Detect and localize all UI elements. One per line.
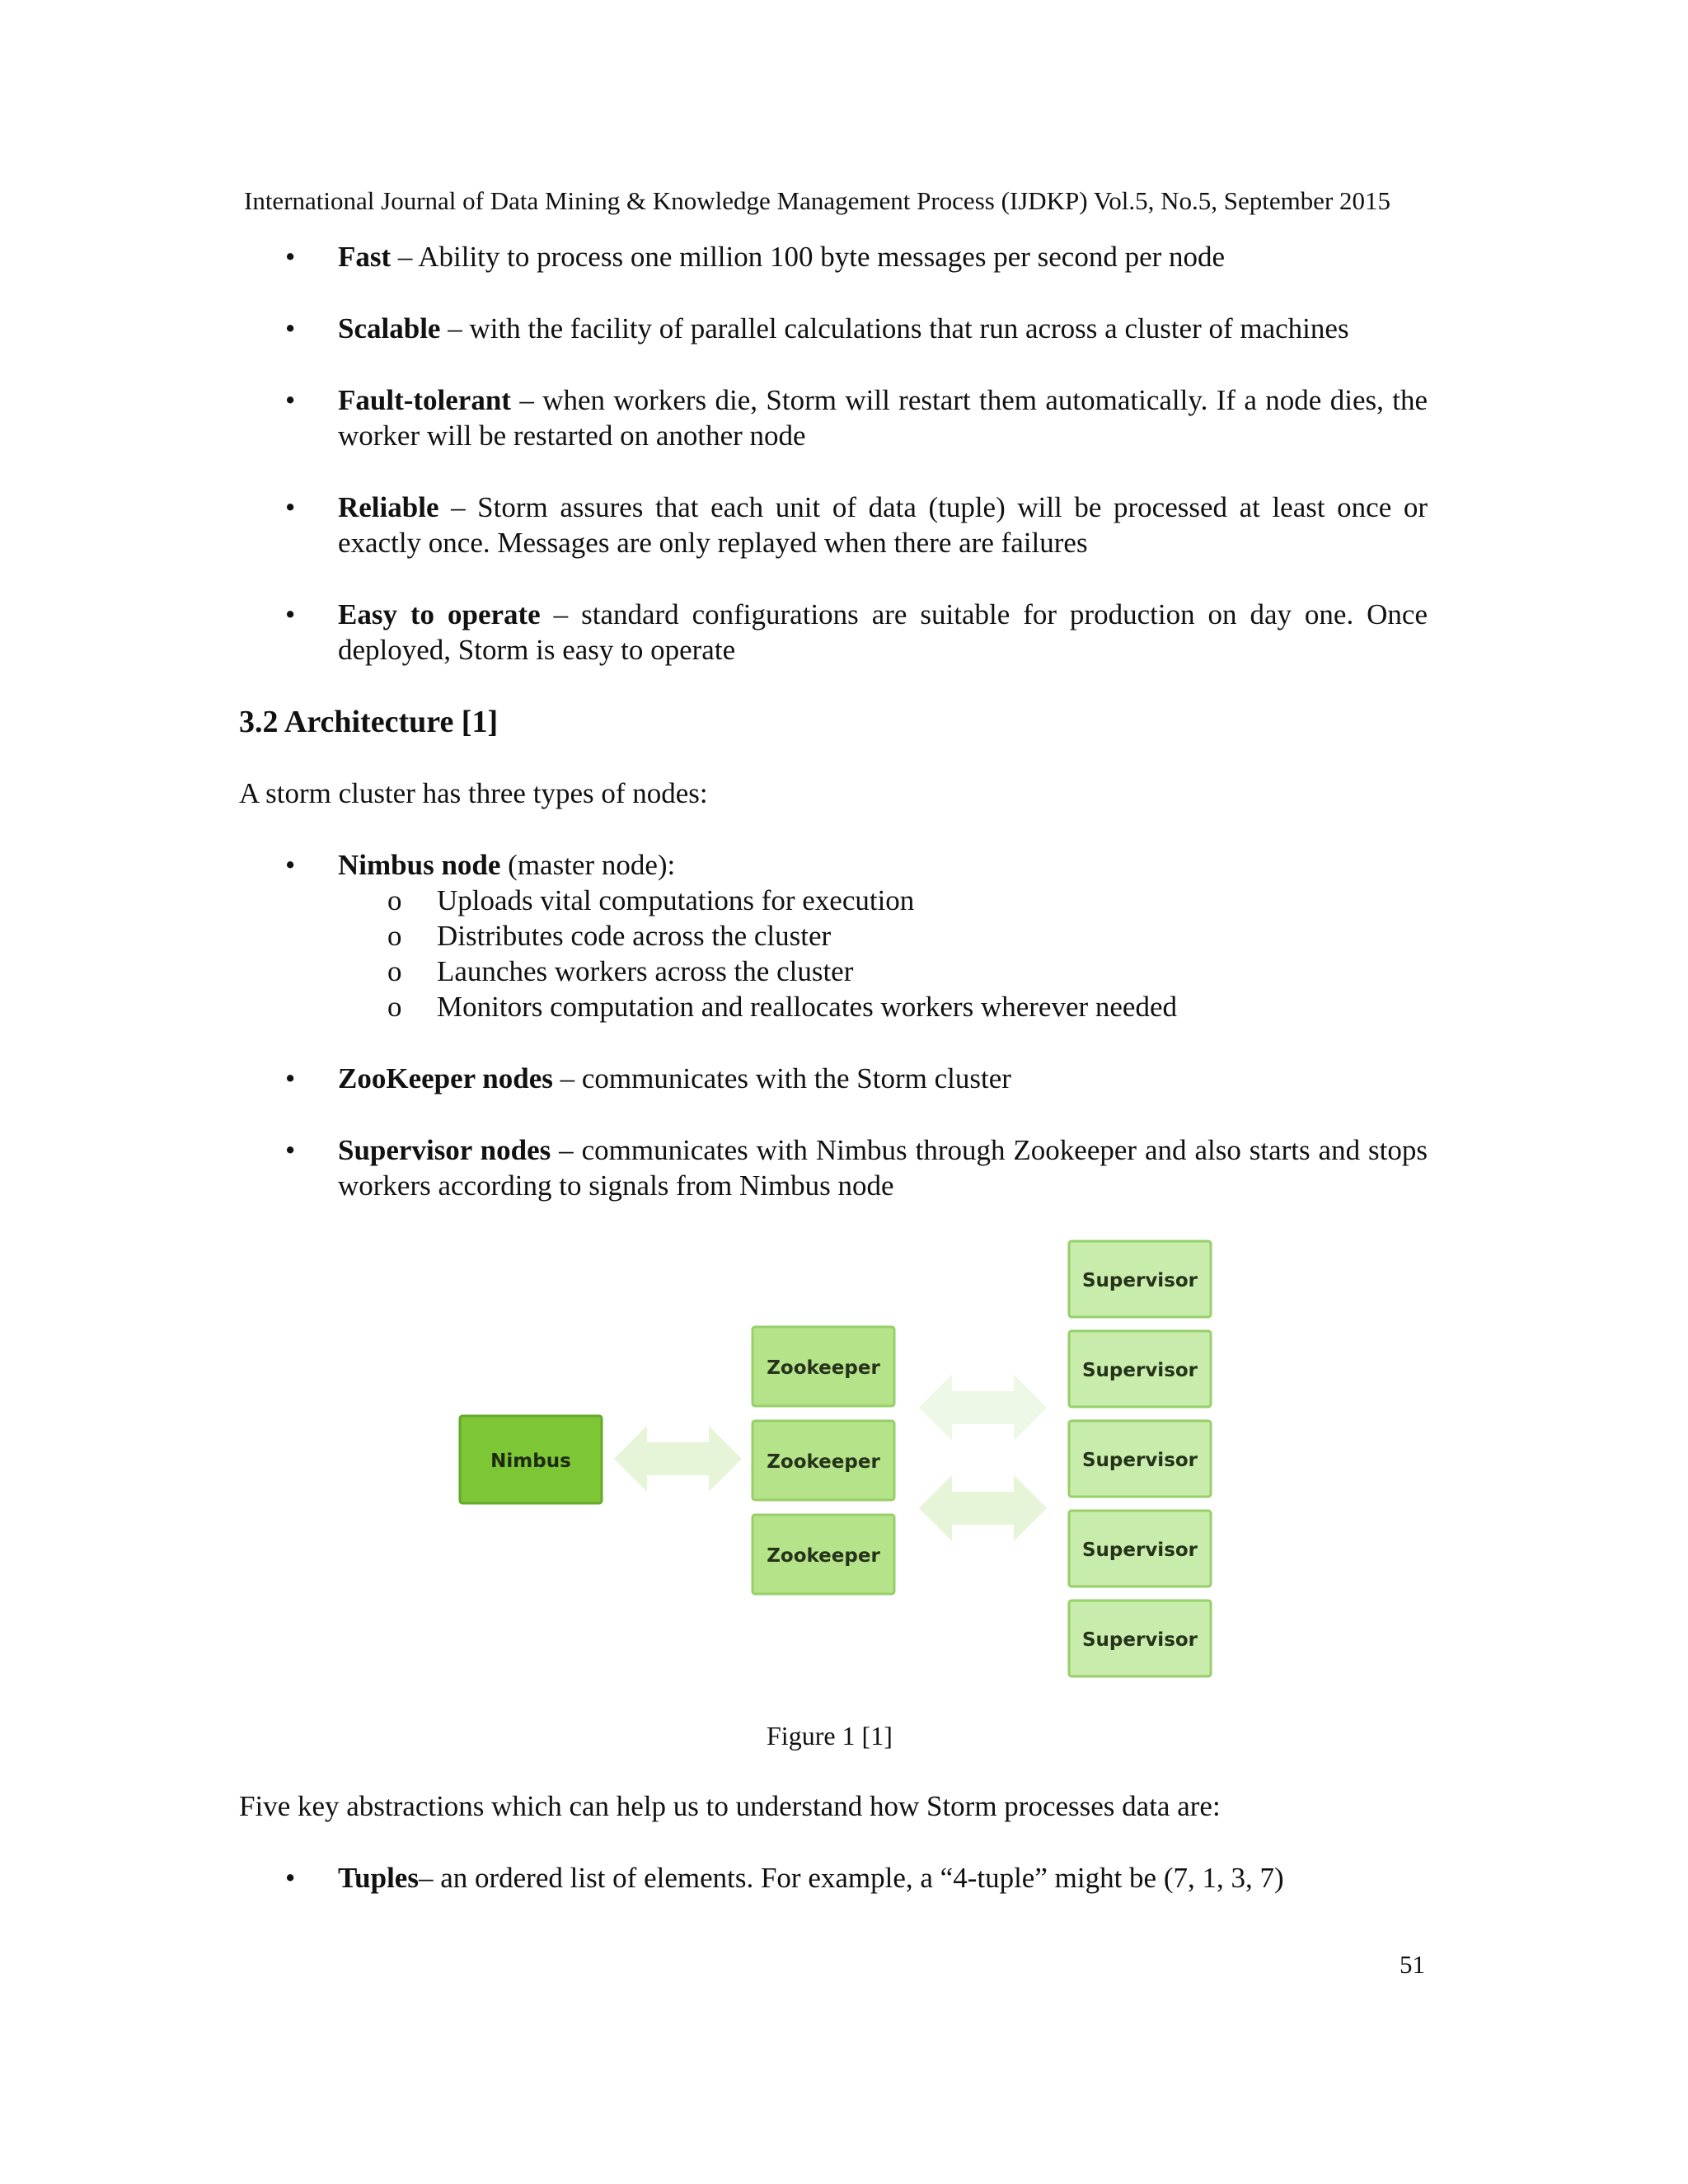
bullet-icon: • <box>285 1062 296 1094</box>
node-type-zookeeper <box>244 1061 1428 1096</box>
feature-item-reliable <box>244 490 1428 560</box>
feature-item-scalable <box>244 311 1428 346</box>
bullet-icon: • <box>285 491 296 523</box>
storm-architecture-diagram <box>445 1228 1253 1690</box>
supervisor-node <box>1069 1421 1211 1497</box>
feature-item-fast <box>244 239 1428 274</box>
zookeeper-supervisor-arrow-lower <box>919 1475 1047 1541</box>
supervisor-node <box>1069 1511 1211 1586</box>
zookeeper-node <box>753 1421 894 1500</box>
nimbus-zookeeper-arrow <box>614 1426 742 1492</box>
abstraction-item-tuples <box>244 1860 1428 1896</box>
node-type-text: (master node): <box>500 849 676 881</box>
feature-text: – standard configurations are suitable for production on day one. Once deployed, Storm is easy to operate <box>338 598 1428 666</box>
zookeeper-label: Zookeeper <box>767 1357 880 1379</box>
section-heading: 3.2 Architecture [1] <box>239 705 499 739</box>
nimbus-label: Nimbus <box>490 1451 571 1472</box>
feature-item-fault-tolerant <box>244 382 1428 453</box>
supervisor-label: Supervisor <box>1081 1540 1198 1561</box>
feature-term: Fast <box>338 241 392 273</box>
section-intro: A storm cluster has three types of nodes: <box>239 777 708 809</box>
supervisor-label: Supervisor <box>1081 1629 1198 1651</box>
sub-item-text: Monitors computation and reallocates workers wherever needed <box>437 991 1178 1023</box>
nimbus-node <box>460 1416 602 1503</box>
zookeeper-node <box>753 1327 894 1406</box>
feature-term: Reliable <box>338 491 439 523</box>
figure-caption: Figure 1 [1] <box>767 1721 893 1750</box>
supervisor-node <box>1069 1241 1211 1317</box>
feature-term: Fault-tolerant <box>338 384 511 416</box>
bullet-icon: • <box>285 312 296 344</box>
page-number: 51 <box>1400 1950 1425 1979</box>
bullet-icon: • <box>285 384 296 416</box>
supervisor-label: Supervisor <box>1081 1360 1198 1381</box>
supervisor-node <box>1069 1601 1211 1676</box>
feature-text: – when workers die, Storm will restart them automatically. If a node dies, the worker will be restarted on another node <box>338 384 1428 452</box>
node-type-text: – communicates with the Storm cluster <box>552 1062 1011 1094</box>
bullet-icon: • <box>285 849 296 881</box>
zookeeper-label: Zookeeper <box>767 1545 880 1567</box>
node-type-term: ZooKeeper nodes <box>338 1062 553 1094</box>
sub-bullet-icon: o <box>387 955 402 987</box>
feature-text: – with the facility of parallel calculations that run across a cluster of machines <box>440 312 1349 344</box>
abstractions-intro: Five key abstractions which can help us to understand how Storm processes data are: <box>239 1790 1221 1822</box>
feature-item-easy-to-operate <box>244 597 1428 668</box>
feature-term: Scalable <box>338 312 441 344</box>
abstraction-text: – an ordered list of elements. For example, a “4-tuple” might be (7, 1, 3, 7) <box>418 1862 1284 1894</box>
bullet-icon: • <box>285 1134 296 1166</box>
bullet-icon: • <box>285 598 296 630</box>
node-type-nimbus <box>244 847 1428 883</box>
supervisor-node <box>1069 1331 1211 1407</box>
node-type-term: Supervisor nodes <box>338 1134 551 1166</box>
sub-item-text: Distributes code across the cluster <box>437 920 832 952</box>
supervisor-label: Supervisor <box>1081 1450 1198 1471</box>
feature-term: Easy to operate <box>338 598 541 630</box>
zookeeper-node <box>753 1515 894 1594</box>
abstraction-term: Tuples <box>338 1862 419 1894</box>
node-type-term: Nimbus node <box>338 849 501 881</box>
feature-text: – Storm assures that each unit of data (tuple) will be processed at least once or exactly once. Messages are only replayed when there are failures <box>338 491 1428 559</box>
sub-item-text: Uploads vital computations for execution <box>437 884 915 916</box>
bullet-icon: • <box>285 1862 296 1894</box>
supervisor-label: Supervisor <box>1081 1270 1198 1291</box>
node-type-supervisor <box>244 1132 1428 1203</box>
running-header: International Journal of Data Mining & Knowledge Management Process (IJDKP) Vol.5, No.5, September 2015 <box>244 186 1391 215</box>
feature-text: – Ability to process one million 100 byte messages per second per node <box>391 241 1226 273</box>
sub-item-text: Launches workers across the cluster <box>437 955 854 987</box>
node-type-text: – communicates with Nimbus through Zookeeper and also starts and stops workers according to signals from Nimbus node <box>338 1134 1428 1202</box>
bullet-icon: • <box>285 241 296 273</box>
sub-bullet-icon: o <box>387 884 402 916</box>
sub-bullet-icon: o <box>387 991 402 1023</box>
zookeeper-label: Zookeeper <box>767 1451 880 1473</box>
zookeeper-supervisor-arrow-upper <box>919 1375 1047 1441</box>
sub-bullet-icon: o <box>387 920 402 952</box>
